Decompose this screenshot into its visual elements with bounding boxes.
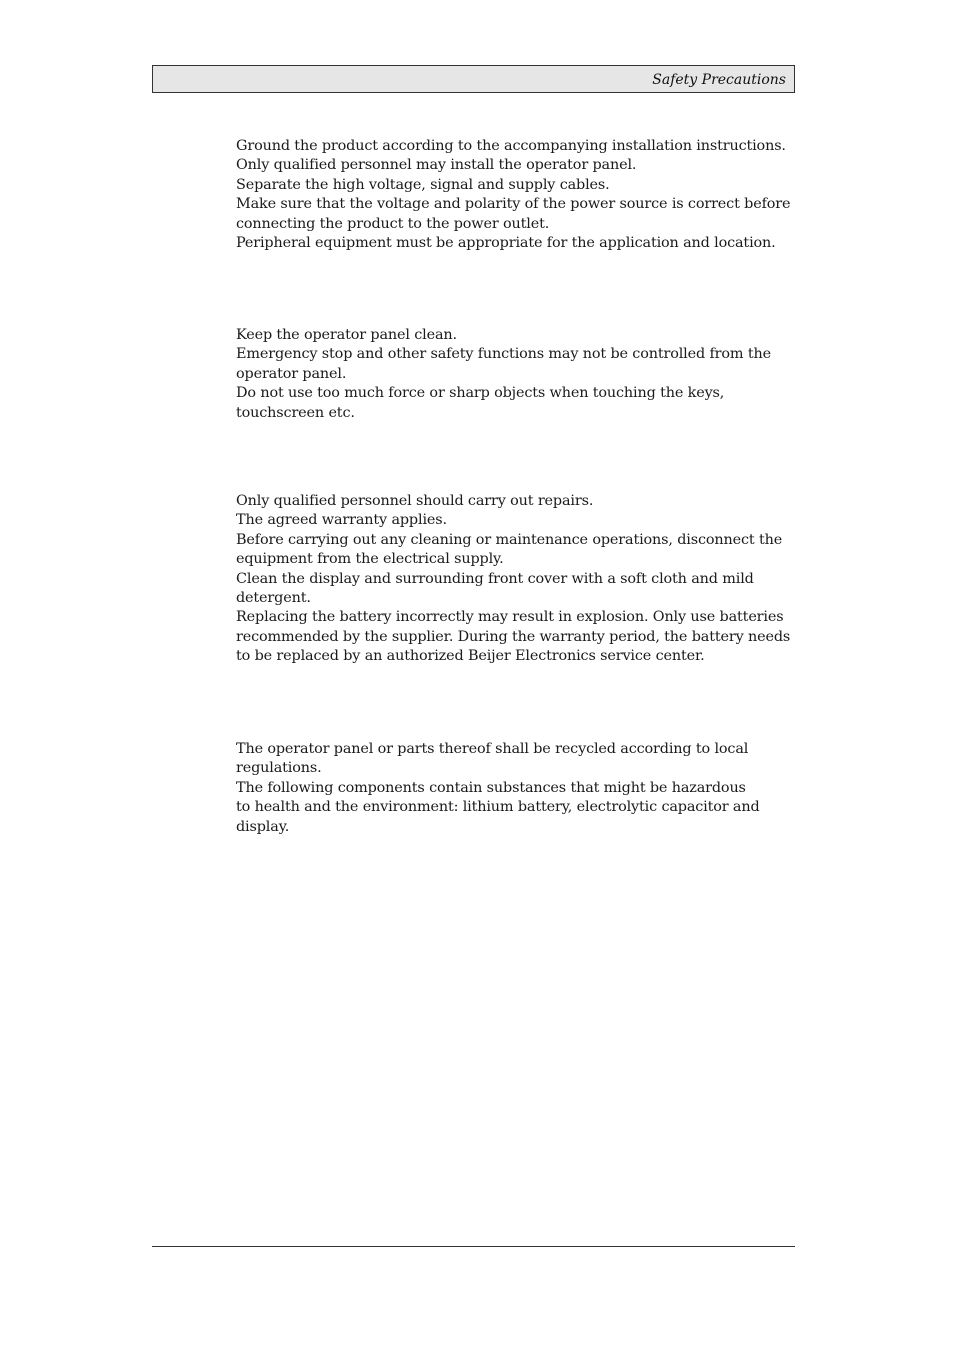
text-line: display. — [236, 818, 290, 835]
text-line: Peripheral equipment must be appropriate for the application and location. — [236, 235, 776, 252]
text-line: touchscreen etc. — [236, 404, 355, 421]
footer-divider — [152, 1246, 795, 1247]
text-line: operator panel. — [236, 365, 347, 382]
text-line: detergent. — [236, 590, 311, 607]
text-line: Replacing the battery incorrectly may result in explosion. Only use batteries — [236, 609, 784, 626]
text-line: Only qualified personnel may install the operator panel. — [236, 157, 637, 174]
text-line: Ground the product according to the accompanying installation instructions. — [236, 138, 786, 154]
dismantling-section — [236, 740, 766, 837]
text-line: recommended by the supplier. During the warranty period, the battery needs — [236, 628, 791, 645]
installation-section — [236, 137, 791, 253]
text-line: connecting the product to the power outlet. — [236, 215, 550, 232]
text-line: equipment from the electrical supply. — [236, 551, 504, 568]
text-line: The operator panel or parts thereof shall be recycled according to local — [236, 741, 749, 757]
text-line: regulations. — [236, 760, 322, 777]
page-header-bar — [152, 65, 795, 93]
text-line: Before carrying out any cleaning or maintenance operations, disconnect the — [236, 531, 783, 548]
text-line: Only qualified personnel should carry out repairs. — [236, 493, 594, 509]
text-line: Make sure that the voltage and polarity of the power source is correct before — [236, 196, 791, 213]
operation-section — [236, 326, 771, 423]
service-section — [236, 492, 791, 667]
text-line: Do not use too much force or sharp objects when touching the keys, — [236, 385, 725, 402]
text-line: Clean the display and surrounding front cover with a soft cloth and mild — [236, 570, 754, 587]
text-line: to health and the environment: lithium battery, electrolytic capacitor and — [236, 799, 760, 816]
text-line: Emergency stop and other safety functions may not be controlled from the — [236, 346, 771, 363]
text-line: Keep the operator panel clean. — [236, 327, 457, 343]
text-line: The agreed warranty applies. — [236, 512, 447, 529]
text-line: to be replaced by an authorized Beijer Electronics service center. — [236, 648, 705, 665]
header-title: Safety Precautions — [652, 72, 786, 88]
text-line: Separate the high voltage, signal and supply cables. — [236, 176, 610, 193]
text-line: The following components contain substances that might be hazardous — [236, 779, 746, 796]
